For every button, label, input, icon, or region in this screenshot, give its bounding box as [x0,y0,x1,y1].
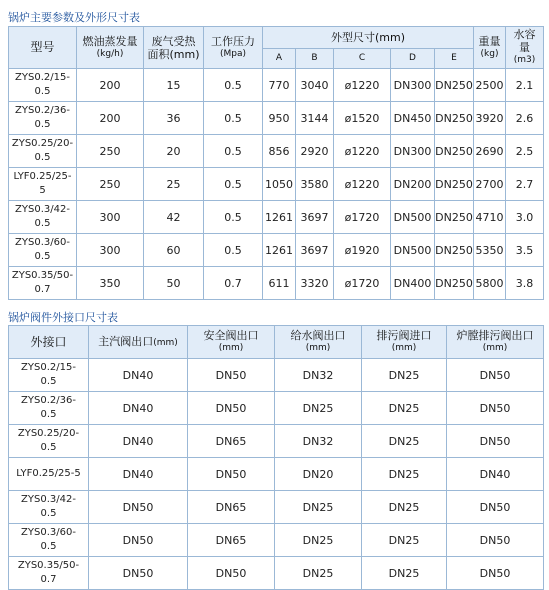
d-cell: DN300 [391,69,435,102]
water-cell: 3.0 [506,201,544,234]
model-cell [9,359,89,392]
d-cell: DN500 [391,201,435,234]
steam-cell: DN50 [89,491,188,524]
model-cell [9,168,77,201]
safety-cell: DN50 [188,458,275,491]
steam-cell: DN40 [89,359,188,392]
feed-cell: DN25 [275,524,362,557]
feed-cell: DN20 [275,458,362,491]
safety-cell: DN65 [188,425,275,458]
b-cell: 3697 [296,234,334,267]
model-line-2: 0.5 [40,376,57,387]
safety-cell: DN50 [188,392,275,425]
b-cell: 3320 [296,267,334,300]
model-line-2: 0.5 [40,442,57,453]
water-cell: 2.6 [506,102,544,135]
model-line-1: ZYS0.2/15- [21,362,76,373]
drain-cell: DN25 [362,458,447,491]
header-dim-a: A [263,49,296,69]
safety-cell: DN65 [188,491,275,524]
header-dim-c: C [334,49,391,69]
model-line-2: 0.5 [34,251,51,262]
model-cell [9,524,89,557]
a-cell: 950 [263,102,296,135]
header-steam: 主汽阀出口(mm) [89,326,188,359]
drain-cell: DN25 [362,491,447,524]
model-line-2: 5 [39,185,46,196]
model-line-1: ZYS0.35/50- [11,270,74,281]
model-cell [9,234,77,267]
a-cell: 1261 [263,201,296,234]
c-cell: ø1520 [334,102,391,135]
model-line-1: ZYS0.25/20- [11,138,74,149]
header-area: 废气受热 面积(mm) [144,27,204,69]
steam-cell: DN40 [89,458,188,491]
area-cell: 20 [144,135,204,168]
c-cell: ø1220 [334,69,391,102]
model-line-1: ZYS0.2/15- [15,72,70,83]
fuel-cell: 250 [77,168,144,201]
model-line-1: ZYS0.3/60- [15,237,70,248]
weight-cell: 5800 [474,267,506,300]
fuel-cell: 350 [77,267,144,300]
header-drain: 排污阀进口 (mm) [362,326,447,359]
header-model: 型号 [9,27,77,69]
model-line-1: ZYS0.2/36- [21,395,76,406]
weight-cell: 5350 [474,234,506,267]
steam-cell: DN40 [89,425,188,458]
e-cell: DN250 [435,168,474,201]
weight-cell: 4710 [474,201,506,234]
d-cell: DN400 [391,267,435,300]
weight-cell: 2690 [474,135,506,168]
pressure-cell: 0.5 [204,201,263,234]
fuel-cell: 250 [77,135,144,168]
header-dim-b: B [296,49,334,69]
pressure-cell: 0.5 [204,102,263,135]
table-row [9,102,544,135]
model-cell [9,557,89,590]
b-cell: 3580 [296,168,334,201]
c-cell: ø1720 [334,267,391,300]
drain-cell: DN25 [362,524,447,557]
table-row [9,135,544,168]
water-cell: 3.8 [506,267,544,300]
header-dim-e: E [435,49,474,69]
model-cell [9,69,77,102]
table-row [9,267,544,300]
e-cell: DN250 [435,234,474,267]
c-cell: ø1920 [334,234,391,267]
steam-cell: DN40 [89,392,188,425]
b-cell: 2920 [296,135,334,168]
table-row [9,557,544,590]
table-row [9,168,544,201]
e-cell: DN250 [435,201,474,234]
weight-cell: 2700 [474,168,506,201]
header-port: 外接口 [9,326,89,359]
area-cell: 15 [144,69,204,102]
safety-cell: DN50 [188,359,275,392]
area-cell: 25 [144,168,204,201]
a-cell: 1261 [263,234,296,267]
area-cell: 42 [144,201,204,234]
furnace-cell: DN40 [447,458,544,491]
safety-cell: DN65 [188,524,275,557]
furnace-cell: DN50 [447,359,544,392]
feed-cell: DN25 [275,491,362,524]
steam-cell: DN50 [89,557,188,590]
header-dim-d: D [391,49,435,69]
steam-cell: DN50 [89,524,188,557]
header-dims: 外型尺寸(mm) [263,27,474,49]
header-safety: 安全阀出口 (mm) [188,326,275,359]
table-row [9,201,544,234]
model-cell [9,135,77,168]
model-cell [9,491,89,524]
model-cell [9,425,89,458]
d-cell: DN500 [391,234,435,267]
table-row [9,458,544,491]
furnace-cell: DN50 [447,425,544,458]
area-cell: 50 [144,267,204,300]
drain-cell: DN25 [362,557,447,590]
water-cell: 2.1 [506,69,544,102]
table-row [9,425,544,458]
e-cell: DN250 [435,102,474,135]
pressure-cell: 0.5 [204,135,263,168]
model-line-2: 0.5 [34,86,51,97]
area-cell: 36 [144,102,204,135]
model-cell [9,392,89,425]
c-cell: ø1220 [334,168,391,201]
model-cell [9,458,89,491]
model-line-1: ZYS0.25/20- [17,428,80,439]
pressure-cell: 0.5 [204,69,263,102]
water-cell: 3.5 [506,234,544,267]
feed-cell: DN25 [275,557,362,590]
table-row [9,359,544,392]
table-row [9,234,544,267]
header-fuel: 燃油蒸发量 (kg/h) [77,27,144,69]
a-cell: 856 [263,135,296,168]
model-line-2: 0.7 [34,284,51,295]
model-line-2: 0.5 [40,508,57,519]
model-line-2: 0.5 [34,119,51,130]
pressure-cell: 0.7 [204,267,263,300]
table-row [9,69,544,102]
model-line-1: ZYS0.2/36- [15,105,70,116]
fuel-cell: 200 [77,102,144,135]
furnace-cell: DN50 [447,491,544,524]
header-pressure: 工作压力 (Mpa) [204,27,263,69]
model-line-2: 0.7 [40,574,57,585]
d-cell: DN450 [391,102,435,135]
table-row [9,392,544,425]
c-cell: ø1220 [334,135,391,168]
model-line-2: 0.5 [34,218,51,229]
furnace-cell: DN50 [447,392,544,425]
model-line-2: 0.5 [40,409,57,420]
valve-ports-title: 锅炉阀件外接口尺寸表 [8,311,118,324]
a-cell: 770 [263,69,296,102]
fuel-cell: 200 [77,69,144,102]
header-furnace: 炉膛排污阀出口 (mm) [447,326,544,359]
model-cell [9,201,77,234]
area-cell: 60 [144,234,204,267]
a-cell: 611 [263,267,296,300]
header-feed: 给水阀出口 (mm) [275,326,362,359]
b-cell: 3144 [296,102,334,135]
boiler-params-table [8,26,544,300]
e-cell: DN250 [435,135,474,168]
b-cell: 3697 [296,201,334,234]
model-cell [9,267,77,300]
table-row [9,524,544,557]
header-weight: 重量 (kg) [474,27,506,69]
model-line-1: LYF0.25/25-5 [16,468,81,479]
drain-cell: DN25 [362,425,447,458]
model-line-1: ZYS0.3/42- [15,204,70,215]
model-line-2: 0.5 [34,152,51,163]
b-cell: 3040 [296,69,334,102]
water-cell: 2.7 [506,168,544,201]
model-line-1: ZYS0.3/60- [21,527,76,538]
weight-cell: 3920 [474,102,506,135]
e-cell: DN250 [435,267,474,300]
header-water: 水容 量 (m3) [506,27,544,69]
feed-cell: DN25 [275,392,362,425]
model-line-1: ZYS0.35/50- [17,560,80,571]
table-row [9,491,544,524]
drain-cell: DN25 [362,392,447,425]
e-cell: DN250 [435,69,474,102]
water-cell: 2.5 [506,135,544,168]
model-line-1: LYF0.25/25- [13,171,72,182]
feed-cell: DN32 [275,425,362,458]
c-cell: ø1720 [334,201,391,234]
feed-cell: DN32 [275,359,362,392]
furnace-cell: DN50 [447,557,544,590]
fuel-cell: 300 [77,201,144,234]
model-cell [9,102,77,135]
model-line-2: 0.5 [40,541,57,552]
pressure-cell: 0.5 [204,168,263,201]
pressure-cell: 0.5 [204,234,263,267]
weight-cell: 2500 [474,69,506,102]
a-cell: 1050 [263,168,296,201]
valve-ports-table [8,325,544,590]
safety-cell: DN50 [188,557,275,590]
boiler-params-title: 锅炉主要参数及外形尺寸表 [8,11,140,24]
d-cell: DN200 [391,168,435,201]
fuel-cell: 300 [77,234,144,267]
d-cell: DN300 [391,135,435,168]
model-line-1: ZYS0.3/42- [21,494,76,505]
drain-cell: DN25 [362,359,447,392]
furnace-cell: DN50 [447,524,544,557]
